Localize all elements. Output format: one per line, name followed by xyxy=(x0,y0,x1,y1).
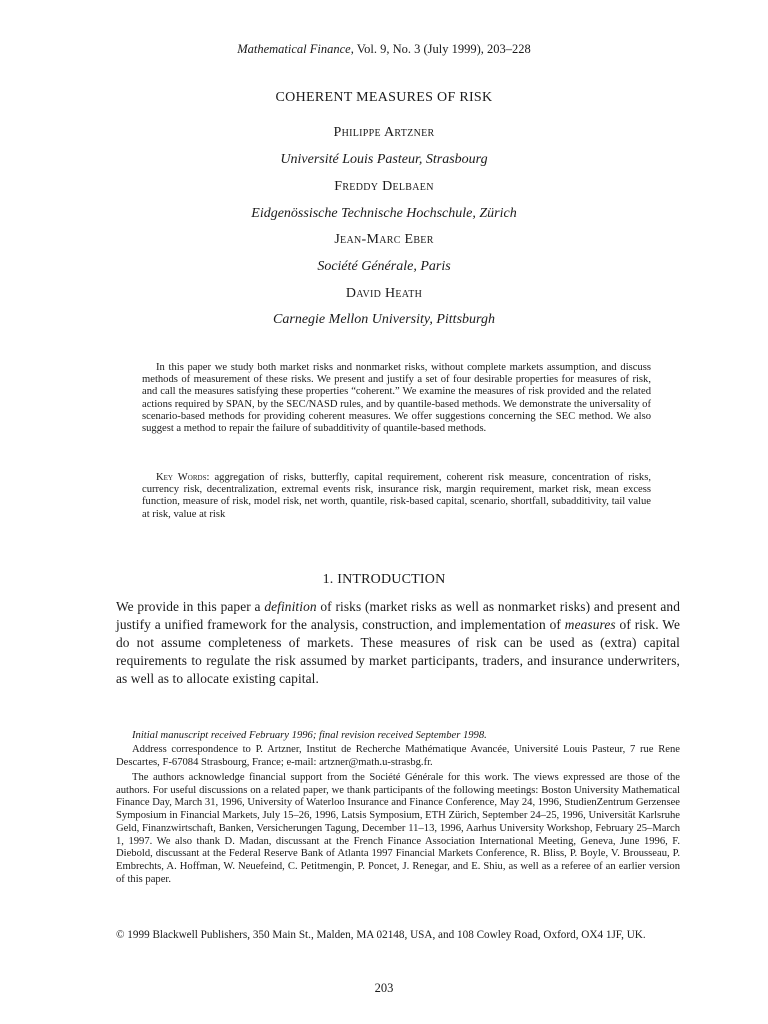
author-affiliation: Carnegie Mellon University, Pittsburgh xyxy=(273,312,495,327)
intro-emphasis: measures xyxy=(564,617,616,632)
intro-text: of risk. We do not assume completeness of markets. These measures of risk can be used as (extra) capital requirements to regulate the risk assumed by market participants, traders, and insurance underwriters, as well as to allocate existing capital. xyxy=(116,617,680,686)
author-name: Freddy Delbaen xyxy=(334,179,434,194)
keywords xyxy=(142,472,651,521)
journal-info: , Vol. 9, No. 3 (July 1999), 203–228 xyxy=(350,42,531,56)
page-number: 203 xyxy=(374,981,394,995)
section-heading: 1. INTRODUCTION xyxy=(322,572,446,587)
author-name: David Heath xyxy=(345,286,423,301)
copyright-notice: © 1999 Blackwell Publishers, 350 Main St., Malden, MA 02148, USA, and 108 Cowley Road, Oxford, OX4 1JF, UK. xyxy=(116,929,646,941)
intro-emphasis: definition xyxy=(264,599,317,614)
abstract: In this paper we study both market risks and nonmarket risks, without complete markets assumption, and discuss methods of measurement of these risks. We present and justify a set of four desirable properties for measures of risk, and call the measures satisfying these properties “coherent.” We examine the measures of risk provided and the related actions required by SPAN, by the SEC/NASD rules, and by quantile-based methods. We demonstrate the universality of scenario-based methods for providing coherent measures. We offer suggestions concerning the SEC method. We also suggest a method to repair the failure of subadditivity of quantile-based methods. xyxy=(142,362,651,435)
author-name: Jean-Marc Eber xyxy=(334,232,434,247)
intro-text: We provide in this paper a xyxy=(116,599,265,614)
author-affiliation: Université Louis Pasteur, Strasbourg xyxy=(280,152,488,167)
paper-title: COHERENT MEASURES OF RISK xyxy=(275,90,493,105)
keywords-label: Key Words xyxy=(156,472,207,483)
footnote-received: Initial manuscript received February 1996; final revision received September 1998. xyxy=(132,730,487,741)
keywords-list: : aggregation of risks, butterfly, capital requirement, coherent risk measure, concentration of risks, currency risk, decentralization, extremal events risk, insurance risk, margin requirement, market risk, mean excess function, measure of risk, model risk, net worth, quantile, risk-based capital, scenario, shortfall, subadditivity, tail value at risk, value at risk xyxy=(142,472,651,520)
author-name: Philippe Artzner xyxy=(333,125,435,140)
journal-citation xyxy=(0,42,768,57)
author-affiliation: Eidgenössische Technische Hochschule, Zürich xyxy=(251,206,517,221)
intro-paragraph xyxy=(116,598,680,688)
footnote-acknowledgment: The authors acknowledge financial support from the Société Générale for this work. The views expressed are those of the authors. For useful discussions on a related paper, we thank participants of the following meetings: Boston University Mathematical Finance Day, March 31, 1996, University of Waterloo Insurance and Finance Conference, May 24, 1996, StudienZentrum Gerzensee Symposium in Financial Markets, July 15–26, 1996, Latsis Symposium, ETH Zürich, September 24–25, 1996, Universität Karlsruhe Geld, Finanzwirtschaft, Banken, Versicherungen Tagung, December 11–13, 1996, Aarhus University Workshop, February 25–March 1, 1997. We also thank D. Madan, discussant at the French Finance Association International Meeting, Geneva, June 1996, F. Diebold, discussant at the Federal Reserve Bank of Atlanta 1997 Financial Markets Conference, R. Bliss, P. Boyle, V. Brousseau, P. Embrechts, A. Hoffman, W. Neuefeind, C. Petitmengin, P. Poncet, J. Renegar, and E. Shiu, as well as a referee of an earlier version of this paper. xyxy=(116,772,680,885)
journal-name: Mathematical Finance xyxy=(237,42,351,56)
footnote-address: Address correspondence to P. Artzner, Institut de Recherche Mathématique Avancée, Université Louis Pasteur, 7 rue Rene Descartes, F-67084 Strasbourg, France; e-mail: artzner@math.u-strasbg.fr. xyxy=(116,744,680,768)
intro-text: of risks (market risks as well as nonmarket risks) and present and justify a unified framework for the analysis, construction, and implementation of xyxy=(116,599,680,632)
author-affiliation: Société Générale, Paris xyxy=(317,259,451,274)
